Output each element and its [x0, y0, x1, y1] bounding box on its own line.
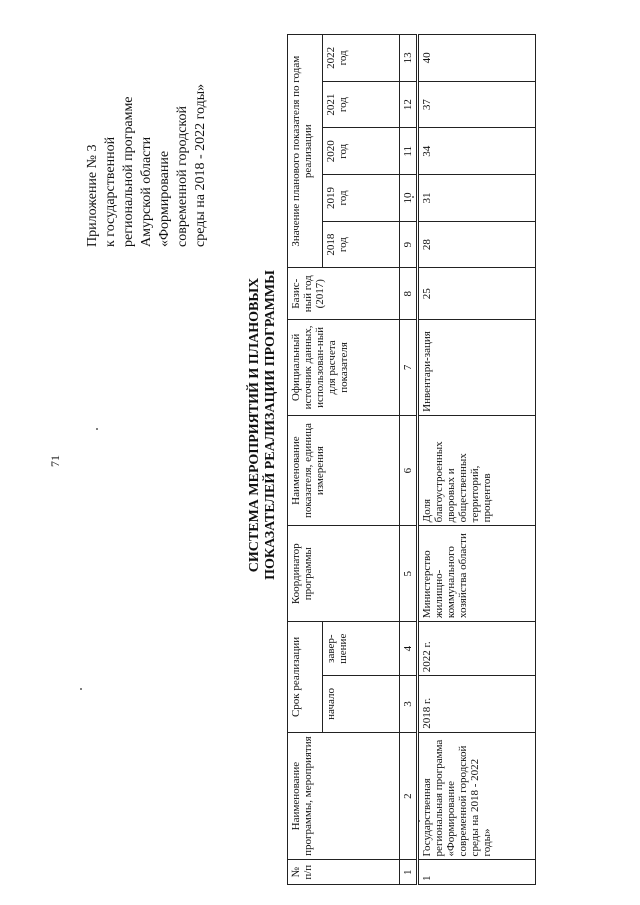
header-num: № п/п	[288, 860, 400, 885]
cell-indicator: Доля благоустроенных дворовых и общественных территорий, процентов	[418, 415, 536, 526]
header-source: Официальный источник данных, использован-ный для расчета показателя	[288, 320, 400, 416]
column-number: 2	[400, 732, 418, 860]
header-period: Срок реализации	[288, 622, 323, 733]
appendix-line: Амурской области	[139, 136, 154, 247]
column-number: 13	[400, 35, 418, 82]
header-year: 2022 год	[323, 35, 400, 82]
indicators-table	[287, 34, 536, 885]
column-number-row	[400, 35, 418, 885]
appendix-line: среды на 2018 - 2022 годы»	[193, 83, 208, 247]
column-number: 1	[400, 860, 418, 885]
header-year: 2019 год	[323, 175, 400, 222]
column-number: 6	[400, 415, 418, 526]
column-number: 12	[400, 81, 418, 128]
title-line: СИСТЕМА МЕРОПРИЯТИЙ И ПЛАНОВЫХ	[247, 277, 262, 573]
header-period-end: завер-шение	[323, 622, 400, 676]
column-number: 10	[400, 175, 418, 222]
column-number: 9	[400, 221, 418, 268]
appendix-line: современной городской	[175, 106, 190, 247]
cell-start: 2018 г.	[418, 676, 536, 733]
appendix-line: Приложение № 3	[85, 144, 100, 247]
header-name: Наименование программы, мероприятия	[288, 732, 400, 860]
header-period-start: начало	[323, 676, 400, 733]
header-plan-values: Значение планового показателя по годам реализации	[288, 35, 323, 268]
column-number: 4	[400, 622, 418, 676]
header-year: 2018 год	[323, 221, 400, 268]
column-number: 5	[400, 526, 418, 622]
column-number: 7	[400, 320, 418, 416]
cell-base: 25	[418, 268, 536, 320]
cell-value: 40	[418, 35, 536, 82]
header-year: 2021 год	[323, 81, 400, 128]
header-row	[288, 35, 323, 885]
column-number: 8	[400, 268, 418, 320]
appendix-note	[84, 17, 210, 247]
cell-value: 31	[418, 175, 536, 222]
cell-coordinator: Министерство жилищно-коммунального хозяйства области	[418, 526, 536, 622]
header-year: 2020 год	[323, 128, 400, 175]
document-title	[247, 145, 279, 705]
column-number: 3	[400, 676, 418, 733]
cell-value: 28	[418, 221, 536, 268]
appendix-line: к государственной	[103, 136, 118, 247]
column-number: 11	[400, 128, 418, 175]
cell-value: 34	[418, 128, 536, 175]
table-row	[418, 35, 536, 885]
header-indicator: Наименование показателя, единица измерения	[288, 415, 400, 526]
appendix-line: региональной программе	[121, 96, 136, 247]
appendix-line: «Формирование	[157, 150, 172, 247]
cell-end: 2022 г.	[418, 622, 536, 676]
cell-value: 37	[418, 81, 536, 128]
header-base-year: Базис-ный год (2017)	[288, 268, 400, 320]
page-number: 71	[48, 455, 62, 467]
title-line: ПОКАЗАТЕЛЕЙ РЕАЛИЗАЦИИ ПРОГРАММЫ	[263, 270, 278, 580]
header-coordinator: Координатор программы	[288, 526, 400, 622]
cell-name: Государственная региональная программа «Формирование современной городской среды на 2018 - 2022 годы»	[418, 732, 536, 860]
cell-source: Инвентари-зация	[418, 320, 536, 416]
cell-num: 1	[418, 860, 536, 885]
